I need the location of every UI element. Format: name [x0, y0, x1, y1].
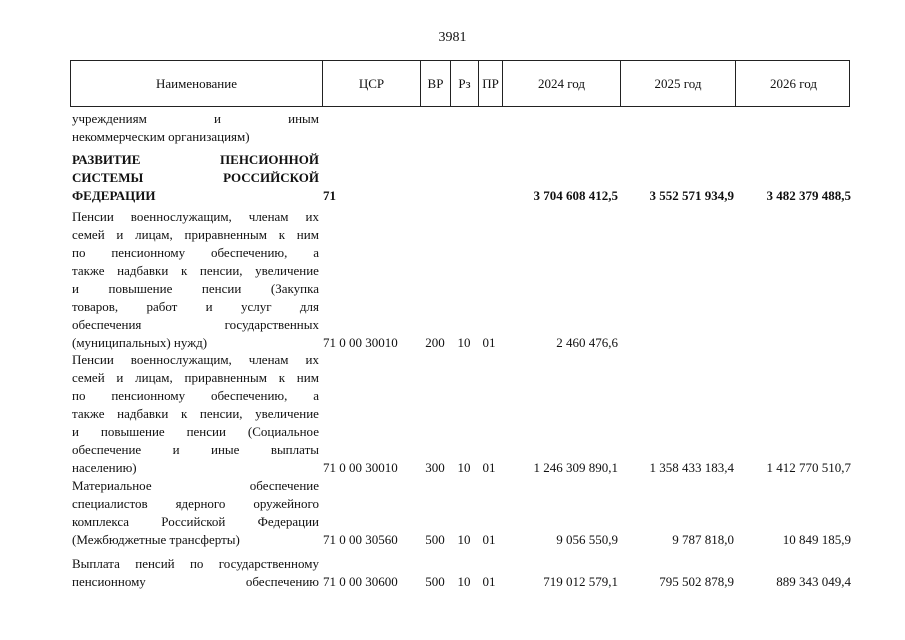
- row-name-line: комплекса Российской Федерации: [72, 514, 319, 529]
- row-name-line: Материальное обеспечение: [72, 478, 319, 493]
- cell-2025: 3 552 571 934,9: [649, 188, 734, 203]
- row-name-line: ФЕДЕРАЦИИ: [72, 188, 156, 203]
- col-rz-header: Рз: [451, 61, 479, 106]
- cell-csr: 71 0 00 30010: [323, 335, 398, 350]
- cell-2024: 1 246 309 890,1: [533, 460, 618, 475]
- cell-2025: 9 787 818,0: [672, 532, 734, 547]
- cell-rz: 10: [457, 335, 471, 350]
- col-name-header: Наименование: [71, 61, 323, 106]
- col-vr-header: ВР: [421, 61, 451, 106]
- cell-vr: 500: [425, 532, 445, 547]
- row-name: [72, 208, 319, 352]
- row-name-line: товаров, работ и услуг для: [72, 299, 319, 314]
- cell-2025: 795 502 878,9: [659, 574, 734, 589]
- cell-csr: 71 0 00 30560: [323, 532, 398, 547]
- cell-2024: 719 012 579,1: [543, 574, 618, 589]
- cell-rz: 10: [457, 532, 471, 547]
- row-name-line: также надбавки к пенсии, увеличение: [72, 263, 319, 278]
- cell-vr: 200: [425, 335, 445, 350]
- col-2025-header: 2025 год: [621, 61, 736, 106]
- cell-2026: 889 343 049,4: [776, 574, 851, 589]
- row-name-line: Пенсии военнослужащим, членам их: [72, 209, 319, 224]
- cell-2024: 9 056 550,9: [556, 532, 618, 547]
- cell-csr: 71: [323, 188, 336, 203]
- cell-2025: 1 358 433 183,4: [649, 460, 734, 475]
- cell-vr: 500: [425, 574, 445, 589]
- row-name-line: специалистов ядерного оружейного: [72, 496, 319, 511]
- row-name: [72, 555, 319, 591]
- cell-rz: 10: [457, 574, 471, 589]
- row-name: [72, 151, 319, 205]
- cell-pr: 01: [482, 335, 496, 350]
- row-name-line: и повышение пенсии (Закупка: [72, 281, 319, 296]
- col-2024-header: 2024 год: [503, 61, 621, 106]
- row-name-line: Пенсии военнослужащим, членам их: [72, 352, 319, 367]
- row-name-line: также надбавки к пенсии, увеличение: [72, 406, 319, 421]
- page-number: 3981: [438, 30, 467, 45]
- cell-pr: 01: [482, 460, 496, 475]
- col-2026-header: 2026 год: [770, 75, 817, 91]
- row-name-line: пенсионному обеспечению: [72, 574, 319, 589]
- cell-2026: 3 482 379 488,5: [766, 188, 851, 203]
- row-name-line: населению): [72, 460, 137, 475]
- cell-pr: 01: [482, 574, 496, 589]
- row-name-line: и повышение пенсии (Социальное: [72, 424, 319, 439]
- cell-2026: 10 849 185,9: [782, 532, 851, 547]
- col-csr-header: ЦСР: [323, 61, 421, 106]
- col-pr-header: ПР: [479, 61, 503, 106]
- row-name: [72, 477, 319, 549]
- cell-rz: 10: [457, 460, 471, 475]
- cell-2024: 2 460 476,6: [556, 335, 618, 350]
- row-name-line: учреждениям и иным: [72, 111, 319, 126]
- cell-vr: 300: [425, 460, 445, 475]
- cell-2024: 3 704 608 412,5: [533, 188, 618, 203]
- row-name-line: (Межбюджетные трансферты): [72, 532, 240, 547]
- cell-2026: 1 412 770 510,7: [766, 460, 851, 475]
- row-name-line: семей и лицам, приравненным к ним: [72, 227, 319, 242]
- cell-pr: 01: [482, 532, 496, 547]
- row-name-line: обеспечения государственных: [72, 317, 319, 332]
- row-name-line: обеспечение и иные выплаты: [72, 442, 319, 457]
- row-name-line: СИСТЕМЫ РОССИЙСКОЙ: [72, 170, 319, 185]
- row-name-line: по пенсионному обеспечению, а: [72, 388, 319, 403]
- row-name: [72, 110, 319, 146]
- row-name: [72, 351, 319, 477]
- row-name-line: (муниципальных) нужд): [72, 335, 208, 350]
- row-name-line: семей и лицам, приравненным к ним: [72, 370, 319, 385]
- row-name-line: Выплата пенсий по государственному: [72, 556, 319, 571]
- cell-csr: 71 0 00 30600: [323, 574, 398, 589]
- row-name-line: по пенсионному обеспечению, а: [72, 245, 319, 260]
- row-name-line: некоммерческим организациям): [72, 129, 250, 144]
- cell-csr: 71 0 00 30010: [323, 460, 398, 475]
- row-name-line: РАЗВИТИЕ ПЕНСИОННОЙ: [72, 152, 319, 167]
- table-header: [70, 60, 850, 107]
